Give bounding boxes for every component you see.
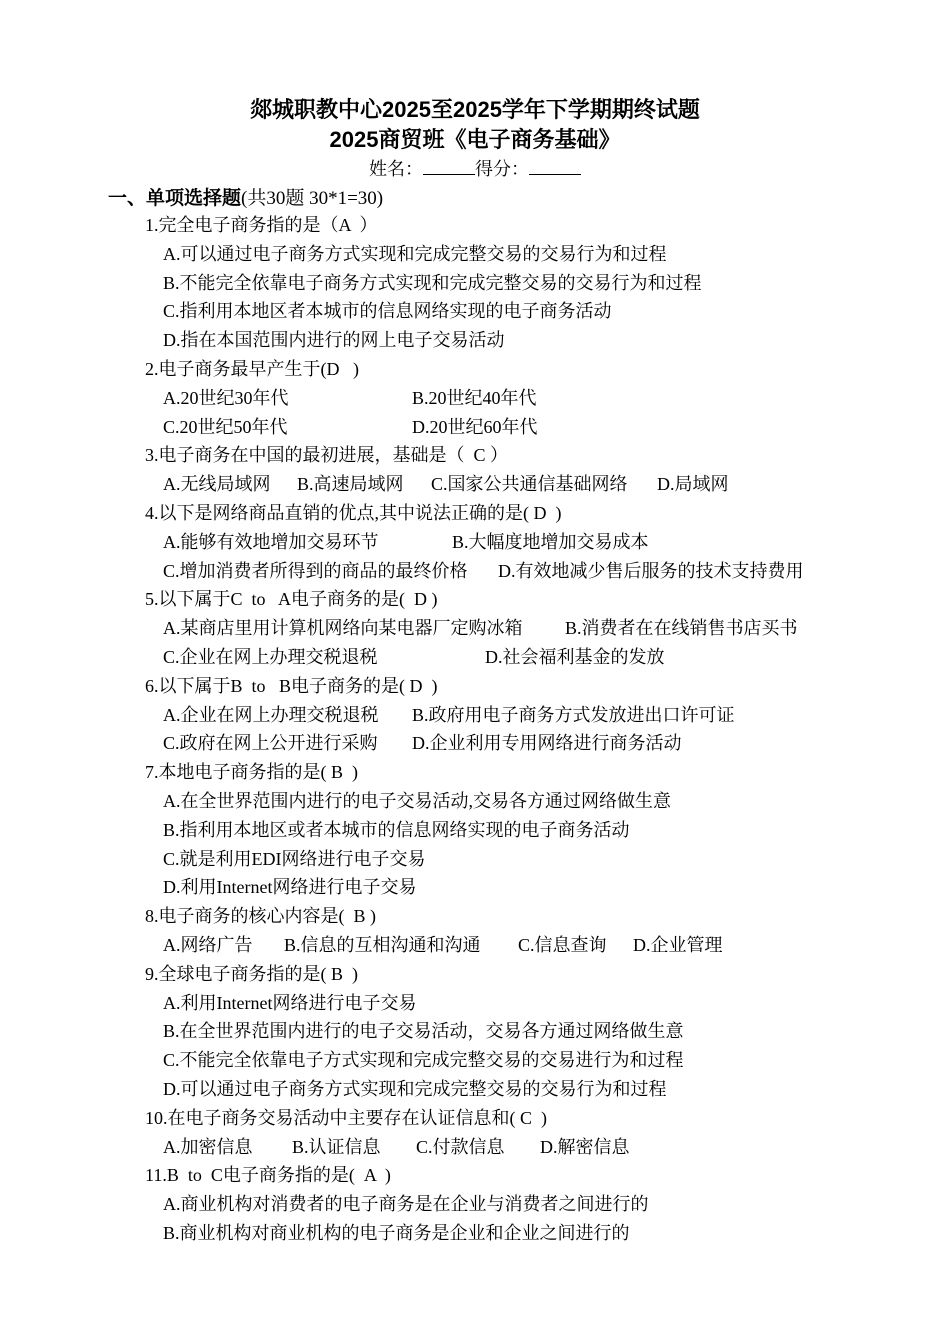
option-row — [0, 643, 950, 672]
option-row — [0, 1046, 950, 1075]
question-stem: 8.电子商务的核心内容是( B ) — [145, 906, 376, 927]
option: C.增加消费者所得到的商品的最终价格 — [163, 560, 468, 581]
option: A.20世纪30年代 — [163, 387, 289, 408]
option-row — [0, 614, 950, 643]
section-title: 一、单项选择题 — [108, 188, 242, 209]
option: B.在全世界范围内进行的电子交易活动，交易各方通过网络做生意 — [163, 1021, 684, 1042]
option: B.高速局域网 — [297, 474, 404, 495]
option: A.无线局域网 — [163, 474, 271, 495]
option-row — [0, 384, 950, 413]
question-stem: 10.在电子商务交易活动中主要存在认证信息和( C ) — [145, 1107, 547, 1128]
question-stem-row — [0, 1104, 950, 1133]
question-stem-row — [0, 960, 950, 989]
question-stem-row — [0, 672, 950, 701]
option: C.政府在网上公开进行采购 — [163, 733, 378, 754]
option: A.网络广告 — [163, 935, 253, 955]
option: B.指利用本地区或者本城市的信息网络实现的电子商务活动 — [163, 819, 630, 840]
section-heading — [108, 185, 383, 213]
option: D.局域网 — [657, 474, 729, 495]
question-stem: 11.B to C电子商务指的是( A ) — [145, 1165, 391, 1186]
question-stem: 1.完全电子商务指的是（A ） — [145, 215, 378, 235]
name-label: 姓名： — [369, 159, 423, 179]
option: A.加密信息 — [163, 1136, 253, 1157]
option-row — [0, 1075, 950, 1104]
question-stem: 6.以下属于B to B电子商务的是( D ) — [145, 675, 438, 696]
name-score-line — [0, 156, 950, 182]
option: A.可以通过电子商务方式实现和完成完整交易的交易行为和过程 — [163, 243, 667, 264]
option: C.就是利用EDI网络进行电子交易 — [163, 848, 426, 869]
name-blank — [423, 158, 475, 175]
option-row — [0, 297, 950, 326]
exam-subtitle: 2025商贸班《电子商务基础》 — [329, 127, 621, 152]
option: D.20世纪60年代 — [412, 416, 538, 437]
option-row — [0, 989, 950, 1018]
option: C.不能完全依靠电子方式实现和完成完整交易的交易进行为和过程 — [163, 1050, 684, 1071]
option-row — [0, 729, 950, 758]
question-stem-row — [0, 902, 950, 931]
option-row — [0, 1017, 950, 1046]
option: B.大幅度地增加交易成本 — [452, 531, 649, 552]
option: B.20世纪40年代 — [412, 387, 537, 408]
option: D.社会福利基金的发放 — [485, 647, 665, 667]
option: C.20世纪50年代 — [163, 416, 288, 437]
option: A.在全世界范围内进行的电子交易活动,交易各方通过网络做生意 — [163, 791, 671, 811]
option: D.有效地减少售后服务的技术支持费用 — [498, 560, 804, 581]
option: C.指利用本地区者本城市的信息网络实现的电子商务活动 — [163, 301, 612, 322]
option-row — [0, 240, 950, 269]
option-row — [0, 413, 950, 442]
option: B.认证信息 — [292, 1136, 381, 1157]
question-stem: 7.本地电子商务指的是( B ) — [145, 762, 358, 783]
option: C.企业在网上办理交税退税 — [163, 647, 378, 667]
option: B.消费者在在线销售书店买书 — [565, 618, 798, 639]
option-row — [0, 557, 950, 586]
option-row — [0, 326, 950, 355]
section-note: (共30题 30*1=30) — [241, 188, 384, 209]
question-stem: 3.电子商务在中国的最初进展，基础是（ C ） — [145, 445, 509, 466]
option: A.商业机构对消费者的电子商务是在企业与消费者之间进行的 — [163, 1194, 649, 1215]
option: A.企业在网上办理交税退税 — [163, 704, 379, 725]
question-stem: 4.以下是网络商品直销的优点,其中说法正确的是( D ) — [145, 503, 562, 523]
score-blank — [529, 158, 581, 175]
option-row — [0, 1219, 950, 1248]
option: D.解密信息 — [540, 1136, 630, 1157]
option: D.利用Internet网络进行电子交易 — [163, 877, 417, 898]
option: B.商业机构对商业机构的电子商务是企业和企业之间进行的 — [163, 1223, 630, 1243]
question-stem: 2.电子商务最早产生于(D ) — [145, 359, 359, 379]
option-row — [0, 269, 950, 298]
option: B.信息的互相沟通和沟通 — [284, 935, 481, 955]
question-stem-row — [0, 355, 950, 384]
option-row — [0, 1190, 950, 1219]
option-row — [0, 1133, 950, 1162]
option-row — [0, 528, 950, 557]
option: D.可以通过电子商务方式实现和完成完整交易的交易行为和过程 — [163, 1079, 667, 1099]
question-stem-row — [0, 585, 950, 614]
option: B.不能完全依靠电子商务方式实现和完成完整交易的交易行为和过程 — [163, 272, 702, 293]
option-row — [0, 701, 950, 730]
question-stem: 9.全球电子商务指的是( B ) — [145, 963, 358, 984]
question-stem-row — [0, 211, 950, 240]
option: A.某商店里用计算机网络向某电器厂定购冰箱 — [163, 618, 523, 639]
option: C.信息查询 — [518, 935, 607, 955]
question-stem-row — [0, 1161, 950, 1190]
score-label: 得分： — [475, 159, 529, 179]
option-row — [0, 787, 950, 816]
option: A.能够有效地增加交易环节 — [163, 531, 379, 552]
option: C.国家公共通信基础网络 — [431, 474, 628, 495]
option: D.指在本国范围内进行的网上电子交易活动 — [163, 330, 505, 351]
option-row — [0, 931, 950, 960]
question-stem-row — [0, 441, 950, 470]
option-row — [0, 816, 950, 845]
option: C.付款信息 — [416, 1136, 505, 1157]
option: A.利用Internet网络进行电子交易 — [163, 992, 417, 1013]
question-stem-row — [0, 758, 950, 787]
question-stem: 5.以下属于C to A电子商务的是( D ) — [145, 589, 438, 610]
option: B.政府用电子商务方式发放进出口许可证 — [412, 704, 735, 725]
exam-title: 郯城职教中心2025至2025学年下学期期终试题 — [250, 97, 700, 122]
option-row — [0, 845, 950, 874]
option: D.企业利用专用网络进行商务活动 — [412, 733, 682, 754]
question-stem-row — [0, 499, 950, 528]
option-row — [0, 873, 950, 902]
option-row — [0, 470, 950, 499]
option: D.企业管理 — [633, 935, 723, 955]
